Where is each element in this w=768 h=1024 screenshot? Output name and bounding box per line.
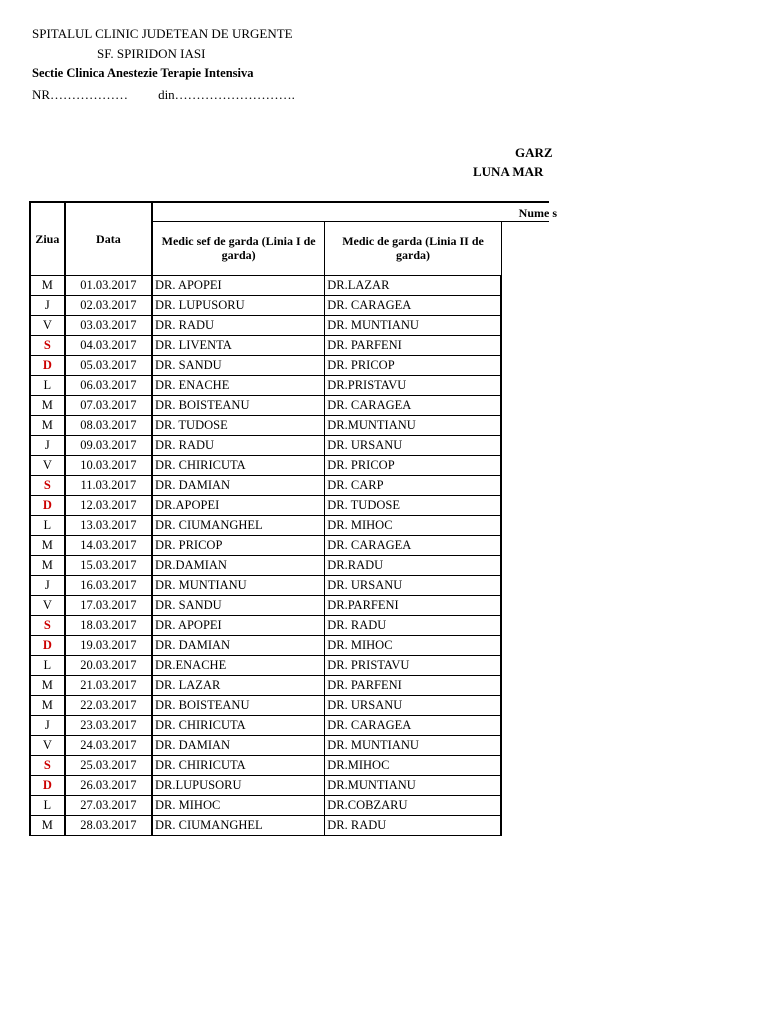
chief-doctor-cell: DR. LAZAR: [152, 675, 325, 695]
column-header-doctor: Medic de garda (Linia II de garda): [325, 221, 502, 275]
chief-doctor-cell: DR. DAMIAN: [152, 735, 325, 755]
hidden-cell: [501, 755, 549, 775]
doctor-cell: DR. CARAGEA: [325, 535, 502, 555]
hospital-name-line1: SPITALUL CLINIC JUDETEAN DE URGENTE: [32, 26, 293, 41]
table-row: [30, 535, 549, 555]
chief-doctor-cell: DR.DAMIAN: [152, 555, 325, 575]
hidden-cell: [501, 615, 549, 635]
day-cell: J: [30, 715, 65, 735]
document-title: GARZ: [515, 145, 553, 160]
hidden-cell: [501, 535, 549, 555]
doctor-cell: DR. MUNTIANU: [325, 315, 502, 335]
doctor-cell: DR. PRICOP: [325, 355, 502, 375]
doctor-cell: DR. CARAGEA: [325, 715, 502, 735]
table-row: [30, 755, 549, 775]
doctor-cell: DR. URSANU: [325, 435, 502, 455]
chief-doctor-cell: DR. MIHOC: [152, 795, 325, 815]
doctor-cell: DR. PRICOP: [325, 455, 502, 475]
chief-doctor-cell: DR. RADU: [152, 435, 325, 455]
day-cell: L: [30, 515, 65, 535]
doctor-cell: DR. RADU: [325, 815, 502, 835]
hidden-cell: [501, 415, 549, 435]
date-cell: 28.03.2017: [65, 815, 152, 835]
day-cell: M: [30, 415, 65, 435]
hospital-name-line2: SF. SPIRIDON IASI: [97, 46, 206, 61]
day-cell: D: [30, 355, 65, 375]
table-row: [30, 435, 549, 455]
column-header-chief: Medic sef de garda (Linia I de garda): [152, 221, 325, 275]
doctor-cell: DR.MIHOC: [325, 755, 502, 775]
column-header-group-label: Nume s: [518, 206, 557, 221]
table-row: [30, 335, 549, 355]
hidden-cell: [501, 435, 549, 455]
date-cell: 26.03.2017: [65, 775, 152, 795]
table-row: [30, 515, 549, 535]
day-cell: L: [30, 375, 65, 395]
date-cell: 12.03.2017: [65, 495, 152, 515]
day-cell: D: [30, 635, 65, 655]
doctor-cell: DR.MUNTIANU: [325, 775, 502, 795]
date-cell: 15.03.2017: [65, 555, 152, 575]
day-cell: D: [30, 775, 65, 795]
date-cell: 18.03.2017: [65, 615, 152, 635]
day-cell: M: [30, 395, 65, 415]
date-cell: 04.03.2017: [65, 335, 152, 355]
hidden-cell: [501, 395, 549, 415]
doctor-cell: DR.COBZARU: [325, 795, 502, 815]
table-row: [30, 275, 549, 295]
date-cell: 16.03.2017: [65, 575, 152, 595]
date-cell: 08.03.2017: [65, 415, 152, 435]
date-cell: 23.03.2017: [65, 715, 152, 735]
date-cell: 27.03.2017: [65, 795, 152, 815]
table-row: [30, 675, 549, 695]
doctor-cell: DR. URSANU: [325, 575, 502, 595]
table-row: [30, 295, 549, 315]
day-cell: V: [30, 315, 65, 335]
schedule-table: [29, 201, 557, 836]
chief-doctor-cell: DR. BOISTEANU: [152, 395, 325, 415]
hidden-cell: [501, 355, 549, 375]
date-cell: 17.03.2017: [65, 595, 152, 615]
table-row: [30, 575, 549, 595]
chief-doctor-cell: DR.APOPEI: [152, 495, 325, 515]
date-cell: 25.03.2017: [65, 755, 152, 775]
hidden-cell: [501, 555, 549, 575]
chief-doctor-cell: DR. TUDOSE: [152, 415, 325, 435]
day-cell: M: [30, 675, 65, 695]
day-cell: S: [30, 755, 65, 775]
section-name: Sectie Clinica Anestezie Terapie Intensiva: [32, 66, 254, 80]
date-cell: 10.03.2017: [65, 455, 152, 475]
doctor-cell: DR. CARAGEA: [325, 395, 502, 415]
doctor-cell: DR.PRISTAVU: [325, 375, 502, 395]
chief-doctor-cell: DR. CHIRICUTA: [152, 455, 325, 475]
day-cell: L: [30, 795, 65, 815]
table-row: [30, 715, 549, 735]
table-row: [30, 455, 549, 475]
doctor-cell: DR. MUNTIANU: [325, 735, 502, 755]
doctor-cell: DR. PRISTAVU: [325, 655, 502, 675]
table-row: [30, 815, 549, 835]
hidden-cell: [501, 375, 549, 395]
date-cell: 21.03.2017: [65, 675, 152, 695]
chief-doctor-cell: DR. ENACHE: [152, 375, 325, 395]
doctor-cell: DR.MUNTIANU: [325, 415, 502, 435]
table-row: [30, 315, 549, 335]
table-row: [30, 355, 549, 375]
hidden-cell: [501, 695, 549, 715]
chief-doctor-cell: DR. MUNTIANU: [152, 575, 325, 595]
hidden-cell: [501, 495, 549, 515]
doctor-cell: DR. RADU: [325, 615, 502, 635]
doctor-cell: DR.PARFENI: [325, 595, 502, 615]
day-cell: S: [30, 335, 65, 355]
day-cell: M: [30, 275, 65, 295]
table-row: [30, 415, 549, 435]
day-cell: V: [30, 455, 65, 475]
table-row: [30, 655, 549, 675]
day-cell: L: [30, 655, 65, 675]
table-row: [30, 495, 549, 515]
chief-doctor-cell: DR.ENACHE: [152, 655, 325, 675]
table-row: [30, 795, 549, 815]
date-cell: 13.03.2017: [65, 515, 152, 535]
doctor-cell: DR. CARAGEA: [325, 295, 502, 315]
chief-doctor-cell: DR. CIUMANGHEL: [152, 515, 325, 535]
day-cell: S: [30, 615, 65, 635]
date-cell: 24.03.2017: [65, 735, 152, 755]
column-header-group: [152, 202, 557, 221]
doctor-cell: DR. URSANU: [325, 695, 502, 715]
hidden-cell: [501, 335, 549, 355]
chief-doctor-cell: DR. LIVENTA: [152, 335, 325, 355]
chief-doctor-cell: DR. LUPUSORU: [152, 295, 325, 315]
hidden-cell: [501, 295, 549, 315]
date-cell: 22.03.2017: [65, 695, 152, 715]
chief-doctor-cell: DR. RADU: [152, 315, 325, 335]
day-cell: M: [30, 535, 65, 555]
schedule-rows: [30, 275, 549, 835]
hidden-cell: [501, 775, 549, 795]
table-row: [30, 695, 549, 715]
chief-doctor-cell: DR. CIUMANGHEL: [152, 815, 325, 835]
hidden-cell: [501, 315, 549, 335]
date-cell: 20.03.2017: [65, 655, 152, 675]
date-cell: 11.03.2017: [65, 475, 152, 495]
chief-doctor-cell: DR. PRICOP: [152, 535, 325, 555]
din-label: din……………………….: [158, 87, 295, 102]
table-row: [30, 475, 549, 495]
day-cell: V: [30, 595, 65, 615]
column-header-hidden: [501, 221, 549, 275]
table-row: [30, 615, 549, 635]
table-row: [30, 375, 549, 395]
chief-doctor-cell: DR. APOPEI: [152, 615, 325, 635]
hidden-cell: [501, 715, 549, 735]
column-header-date: Data: [65, 202, 152, 275]
doctor-cell: DR. PARFENI: [325, 335, 502, 355]
chief-doctor-cell: DR. DAMIAN: [152, 475, 325, 495]
table-row: [30, 775, 549, 795]
day-cell: D: [30, 495, 65, 515]
day-cell: S: [30, 475, 65, 495]
hidden-cell: [501, 795, 549, 815]
hidden-cell: [501, 455, 549, 475]
column-header-day: Ziua: [30, 202, 65, 275]
chief-doctor-cell: DR. CHIRICUTA: [152, 715, 325, 735]
date-cell: 14.03.2017: [65, 535, 152, 555]
date-cell: 19.03.2017: [65, 635, 152, 655]
table-row: [30, 555, 549, 575]
hidden-cell: [501, 735, 549, 755]
day-cell: J: [30, 295, 65, 315]
hidden-cell: [501, 595, 549, 615]
date-cell: 09.03.2017: [65, 435, 152, 455]
day-cell: M: [30, 815, 65, 835]
hidden-cell: [501, 575, 549, 595]
day-cell: V: [30, 735, 65, 755]
chief-doctor-cell: DR. APOPEI: [152, 275, 325, 295]
date-cell: 03.03.2017: [65, 315, 152, 335]
hidden-cell: [501, 275, 549, 295]
doctor-cell: DR.RADU: [325, 555, 502, 575]
chief-doctor-cell: DR. DAMIAN: [152, 635, 325, 655]
chief-doctor-cell: DR.LUPUSORU: [152, 775, 325, 795]
day-cell: M: [30, 555, 65, 575]
hidden-cell: [501, 475, 549, 495]
hidden-cell: [501, 635, 549, 655]
table-row: [30, 595, 549, 615]
table-row: [30, 735, 549, 755]
document-subtitle: LUNA MAR: [473, 164, 544, 179]
table-row: [30, 395, 549, 415]
date-cell: 06.03.2017: [65, 375, 152, 395]
nr-label: NR………………: [32, 87, 129, 102]
date-cell: 07.03.2017: [65, 395, 152, 415]
chief-doctor-cell: DR. SANDU: [152, 595, 325, 615]
hidden-cell: [501, 675, 549, 695]
doctor-cell: DR. MIHOC: [325, 635, 502, 655]
doctor-cell: DR.LAZAR: [325, 275, 502, 295]
doctor-cell: DR. CARP: [325, 475, 502, 495]
doctor-cell: DR. PARFENI: [325, 675, 502, 695]
table-row: [30, 635, 549, 655]
day-cell: J: [30, 435, 65, 455]
day-cell: M: [30, 695, 65, 715]
chief-doctor-cell: DR. SANDU: [152, 355, 325, 375]
doctor-cell: DR. MIHOC: [325, 515, 502, 535]
date-cell: 01.03.2017: [65, 275, 152, 295]
date-cell: 05.03.2017: [65, 355, 152, 375]
hidden-cell: [501, 815, 549, 835]
doctor-cell: DR. TUDOSE: [325, 495, 502, 515]
hidden-cell: [501, 655, 549, 675]
hidden-cell: [501, 515, 549, 535]
day-cell: J: [30, 575, 65, 595]
chief-doctor-cell: DR. CHIRICUTA: [152, 755, 325, 775]
date-cell: 02.03.2017: [65, 295, 152, 315]
chief-doctor-cell: DR. BOISTEANU: [152, 695, 325, 715]
